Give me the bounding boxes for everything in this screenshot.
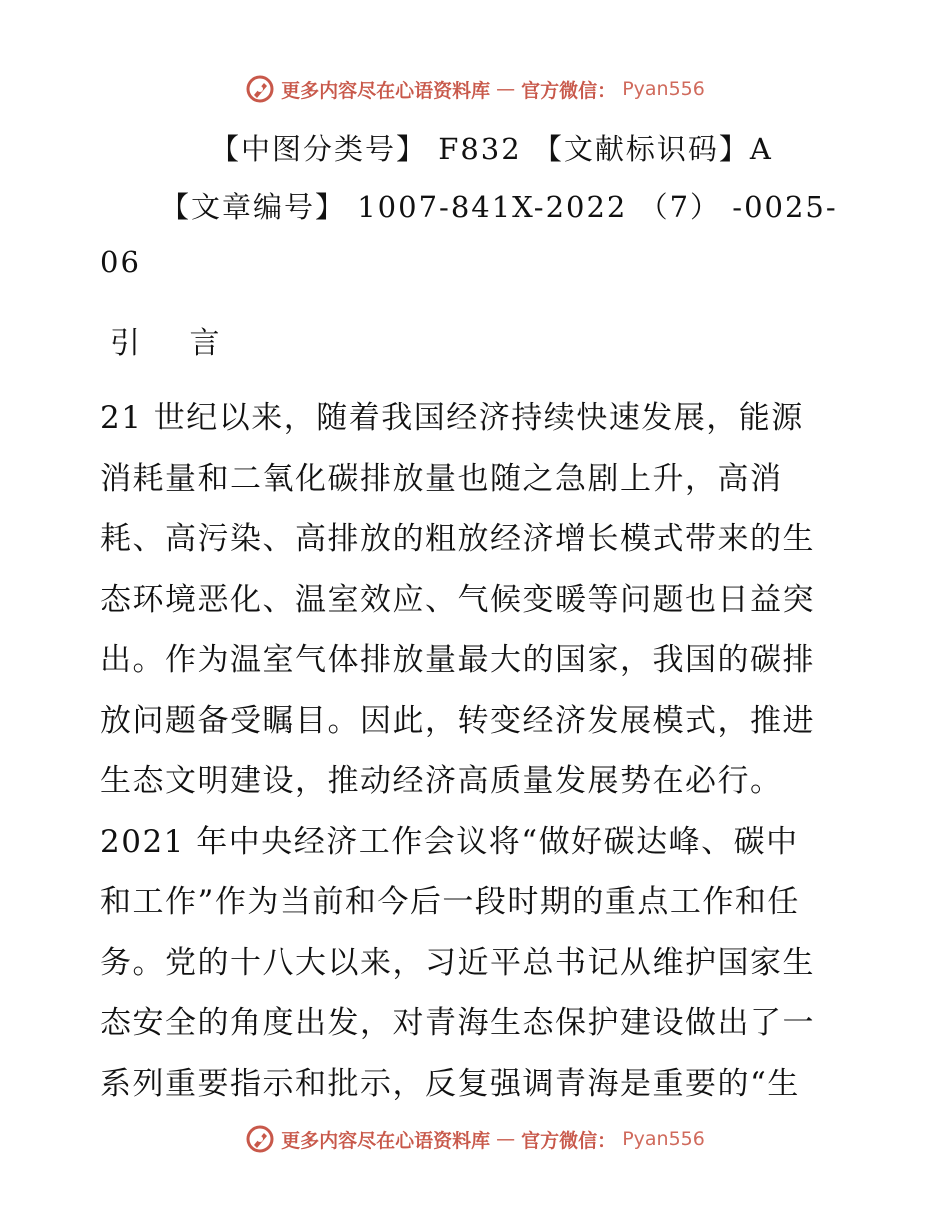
article-number-continuation: 06 xyxy=(100,245,141,279)
classification-line: 【中图分类号】 F832 【文献标识码】A xyxy=(210,132,773,166)
watermark-dash: — xyxy=(496,78,516,100)
watermark-header xyxy=(0,74,950,104)
body-line: 态安全的角度出发，对青海生态保护建设做出了一 xyxy=(100,1005,815,1041)
article-number-line: 【文章编号】 1007-841X-2022 （7） -0025- xyxy=(160,190,838,224)
body-line: 21 世纪以来，随着我国经济持续快速发展，能源 xyxy=(100,400,804,436)
watermark-suffix: 官方微信： xyxy=(521,79,617,102)
body-line: 耗、高污染、高排放的粗放经济增长模式带来的生 xyxy=(100,521,815,557)
watermark-id: Pyan556 xyxy=(622,1128,705,1150)
body-line: 2021 年中央经济工作会议将“做好碳达峰、碳中 xyxy=(100,823,799,860)
body-line: 生态文明建设，推动经济高质量发展势在必行。 xyxy=(100,763,783,799)
body-paragraph xyxy=(100,388,860,1114)
watermark-dash: — xyxy=(496,1128,516,1150)
pen-logo-icon xyxy=(245,1124,275,1154)
pen-logo-icon xyxy=(245,74,275,104)
body-line: 放问题备受瞩目。因此，转变经济发展模式，推进 xyxy=(100,702,815,739)
body-line: 态环境恶化、温室效应、气候变暖等问题也日益突 xyxy=(100,581,815,618)
body-line: 消耗量和二氧化碳排放量也随之急剧上升，高消 xyxy=(100,460,783,497)
body-line: 出。作为温室气体排放量最大的国家，我国的碳排 xyxy=(100,642,815,678)
watermark-footer xyxy=(0,1124,950,1154)
watermark-text: 更多内容尽在心语资料库 xyxy=(281,79,491,102)
body-line: 和工作”作为当前和今后一段时期的重点工作和任 xyxy=(100,884,800,920)
section-heading: 引 言 xyxy=(110,326,240,361)
watermark-suffix: 官方微信： xyxy=(521,1129,617,1152)
watermark-id: Pyan556 xyxy=(622,78,705,100)
body-line: 务。党的十八大以来，习近平总书记从维护国家生 xyxy=(100,944,815,981)
body-line: 系列重要指示和批示，反复强调青海是重要的“生 xyxy=(100,1065,800,1102)
watermark-text: 更多内容尽在心语资料库 xyxy=(281,1129,491,1152)
